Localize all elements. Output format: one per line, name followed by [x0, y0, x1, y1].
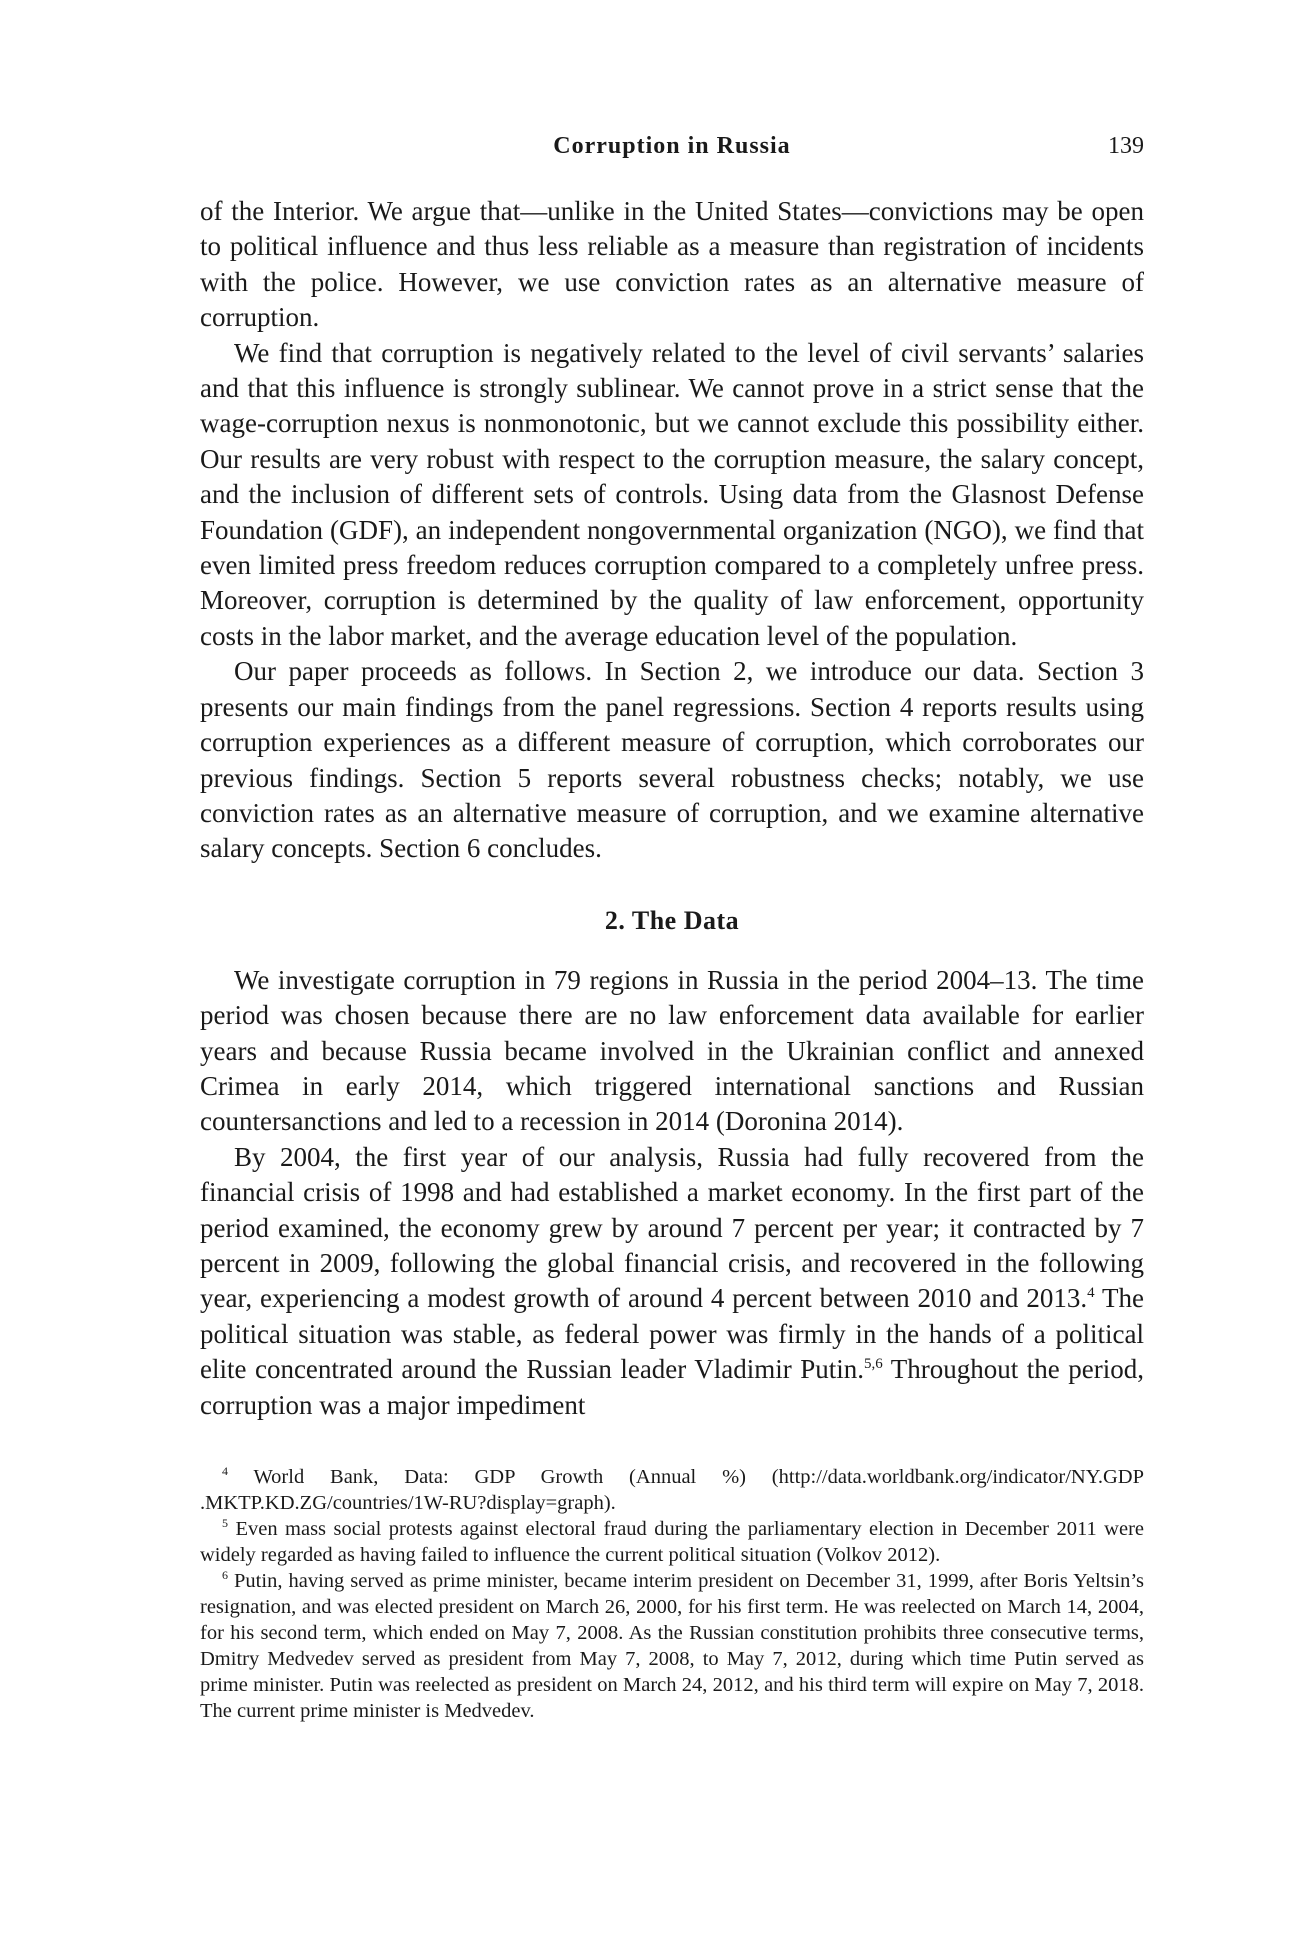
footnote-mark: 6: [222, 1568, 228, 1583]
paragraph-text: Throughout the period, corruption was a major impediment: [200, 1354, 1144, 1420]
footnote-text: Even mass social protests against electoral fraud during the parliamentary election in December 2011 were widely regarded as having failed to influence the current political situation (Volkov 2012).: [200, 1518, 1144, 1566]
paragraph: We find that corruption is negatively related to the level of civil servants’ salaries and that this influence is strongly sublinear. We cannot prove in a strict sense that the wage-corruption nexus is nonmonotonic, but we cannot exclude this possibility either. Our results are very robust with respect to the corruption measure, the salary concept, and the inclusion of different sets of controls. Using data from the Glasnost Defense Foundation (GDF), an independent nongovernmental organization (NGO), we find that even limited press freedom reduces corruption compared to a completely unfree press. Moreover, corruption is determined by the quality of law enforcement, opportunity costs in the labor market, and the average education level of the population.: [200, 337, 1144, 651]
section-heading: 2. The Data: [604, 905, 740, 935]
paragraph-text: The political situation was stable, as federal power was firmly in the hands of a political elite concentrated around the Russian leader Vladimir Putin.: [200, 1283, 1144, 1385]
footnote-text: Putin, having served as prime minister, became interim president on December 31, 1999, after Boris Yeltsin’s resignation, and was elected president on March 26, 2000, for his first term. He was reelected on March 14, 2004, for his second term, which ended on May 7, 2008. As the Russian constitution prohibits three consecutive terms, Dmitry Medvedev served as president from May 7, 2008, to May 7, 2012, during which time Putin served as prime minister. Putin was reelected as president on March 24, 2012, and his third term will expire on May 7, 2018. The current prime minister is Medvedev.: [200, 1570, 1144, 1722]
running-title: Corruption in Russia: [553, 133, 791, 159]
footnote-ref: 5,6: [864, 1356, 883, 1373]
footnote-text: World Bank, Data: GDP Growth (Annual %) (http://data.worldbank.org/indicator/NY.GDP .MKTP.KD.ZG/countries/1W-RU?display=graph).: [200, 1466, 1144, 1514]
footnote: [200, 1516, 1144, 1568]
paragraph: of the Interior. We argue that—unlike in the United States—convictions may be open to political influence and thus less reliable as a measure than registration of incidents with the police. However, we use conviction rates as an alternative measure of corruption.: [200, 196, 1144, 333]
footnotes: [200, 1464, 1144, 1724]
footnote-mark: 5: [222, 1516, 228, 1531]
body-text: [200, 194, 1144, 1423]
running-head: [200, 128, 1144, 164]
footnote: [200, 1568, 1144, 1724]
paragraph: We investigate corruption in 79 regions in Russia in the period 2004–13. The time period was chosen because there are no law enforcement data available for earlier years and because Russia became involved in the Ukrainian conflict and annexed Crimea in early 2014, which triggered international sanctions and Russian countersanctions and led to a recession in 2014 (Doronina 2014).: [200, 964, 1144, 1137]
paragraph: Our paper proceeds as follows. In Section 2, we introduce our data. Section 3 presents our main findings from the panel regressions. Section 4 reports results using corruption experiences as a different measure of corruption, which corroborates our previous findings. Section 5 reports several robustness checks; notably, we use conviction rates as an alternative measure of corruption, and we examine alternative salary concepts. Section 6 concludes.: [200, 656, 1144, 864]
page-number: 139: [1108, 133, 1144, 159]
paragraph-text: By 2004, the first year of our analysis, Russia had fully recovered from the financial crisis of 1998 and had established a market economy. In the first part of the period examined, the economy grew by around 7 percent per year; it contracted by 7 percent in 2009, following the global financial crisis, and recovered in the following year, experiencing a modest growth of around 4 percent between 2010 and 2013.: [200, 1141, 1144, 1314]
footnote: [200, 1464, 1144, 1516]
paragraph: [200, 1140, 1144, 1423]
footnote-ref: 4: [1087, 1285, 1095, 1302]
footnote-mark: 4: [222, 1464, 228, 1479]
